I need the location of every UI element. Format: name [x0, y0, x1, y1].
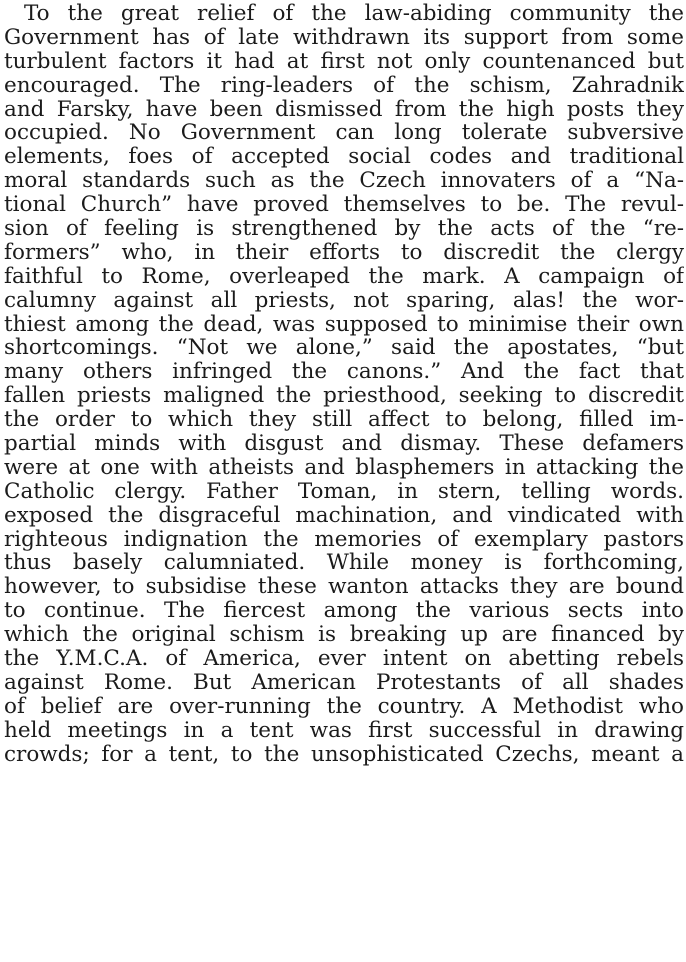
text-line: formers” who, in their efforts to discredit the clergy [4, 240, 684, 265]
text-line: which the original schism is breaking up are financed by [4, 623, 684, 648]
text-line: exposed the disgraceful machination, and vindicated with [4, 503, 684, 528]
text-line: however, to subsidise these wanton attacks they are bound [4, 575, 684, 600]
text-line: held meetings in a tent was first successful in drawing [4, 718, 684, 743]
text-line: partial minds with disgust and dismay. These defamers [4, 432, 684, 456]
text-line: To the great relief of the law-abiding community the [24, 2, 684, 26]
text-line: sion of feeling is strengthened by the acts of the “re- [4, 217, 684, 241]
text-line: many others infringed the canons.” And the fact that [4, 360, 684, 385]
text-line: and Farsky, have been dismissed from the high posts they [4, 97, 684, 122]
text-line: calumny against all priests, not sparing, alas! the wor- [4, 288, 684, 313]
text-line: Government has of late withdrawn its support from some [4, 25, 684, 50]
text-line: fallen priests maligned the priesthood, seeking to discredit [4, 384, 684, 409]
text-line: thus basely calumniated. While money is forthcoming, [4, 551, 684, 576]
text-line: encouraged. The ring-leaders of the schism, Zahradnik [4, 73, 684, 98]
text-line: against Rome. But American Protestants of all shades [4, 670, 684, 695]
text-line: Catholic clergy. Father Toman, in stern, telling words. [4, 479, 684, 504]
document-page [0, 2, 686, 962]
text-line: crowds; for a tent, to the unsophisticated Czechs, meant a [4, 742, 684, 767]
text-line: faithful to Rome, overleaped the mark. A campaign of [4, 264, 684, 289]
text-line: shortcomings. “Not we alone,” said the apostates, “but [4, 336, 684, 361]
text-line: moral standards such as the Czech innovaters of a “Na- [4, 169, 684, 194]
text-line: of belief are over-running the country. A Methodist who [4, 694, 684, 719]
text-line: righteous indignation the memories of exemplary pastors [4, 527, 684, 552]
text-line: tional Church” have proved themselves to be. The revul- [4, 193, 684, 218]
text-line: the order to which they still affect to belong, filled im- [4, 408, 684, 433]
text-line: elements, foes of accepted social codes and traditional [4, 145, 684, 170]
text-line: to continue. The fiercest among the various sects into [4, 599, 684, 624]
body-paragraph [4, 2, 684, 767]
text-line: were at one with atheists and blasphemers in attacking the [4, 455, 684, 480]
text-line: the Y.M.C.A. of America, ever intent on abetting rebels [4, 647, 684, 671]
text-line: occupied. No Government can long tolerate subversive [4, 121, 684, 146]
text-line: turbulent factors it had at first not only countenanced but [4, 49, 684, 74]
text-line: thiest among the dead, was supposed to minimise their own [4, 312, 684, 337]
